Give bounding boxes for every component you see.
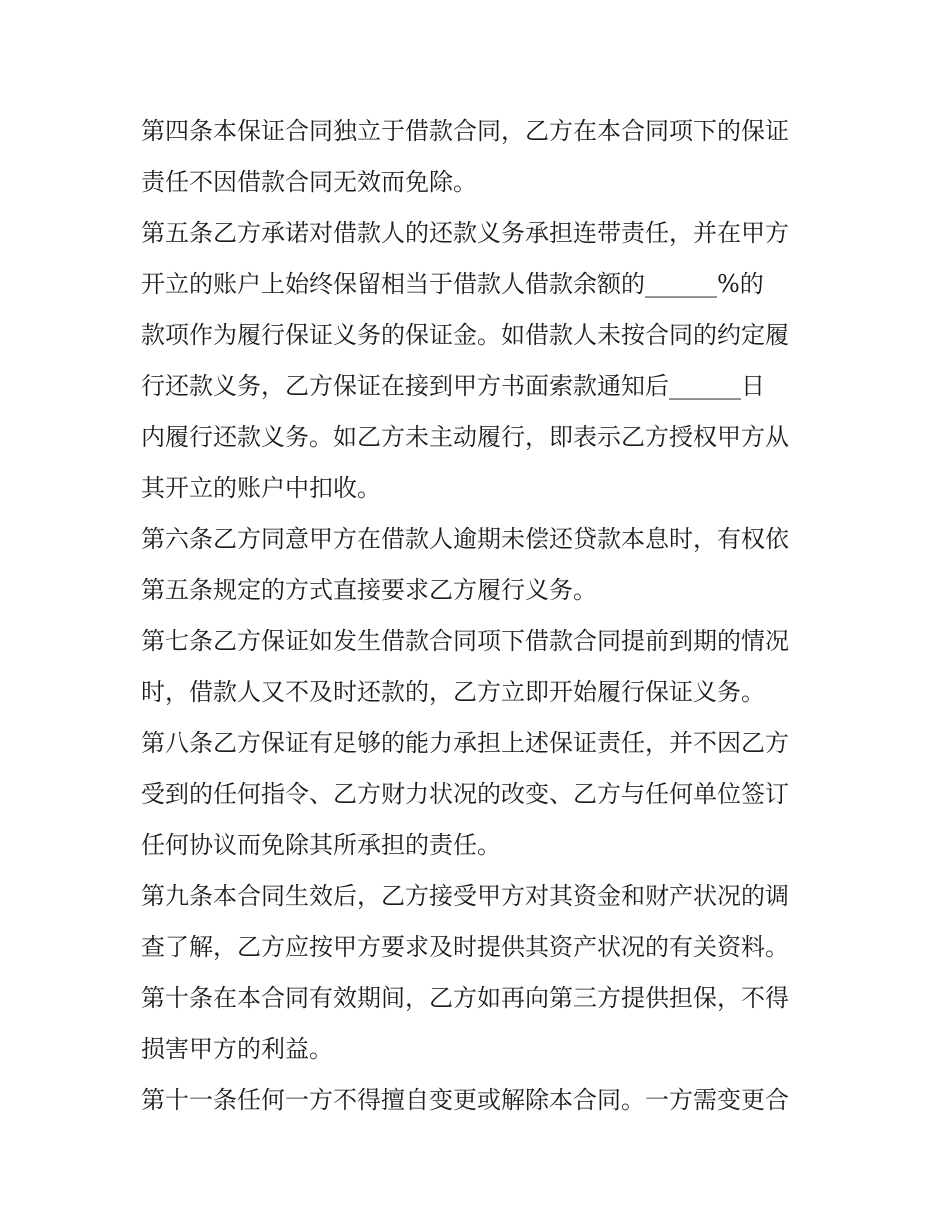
text-line: 时，借款人又不及时还款的，乙方立即开始履行保证义务。 — [141, 678, 765, 706]
text-line: 损害甲方的利益。 — [141, 1035, 333, 1063]
article-9-paragraph — [141, 871, 821, 973]
text-line: 开立的账户上始终保留相当于借款人借款余额的______%的 — [141, 270, 764, 298]
article-8-paragraph — [141, 718, 821, 871]
text-line: 其开立的账户中扣收。 — [141, 474, 381, 502]
text-line: 第五条乙方承诺对借款人的还款义务承担连带责任，并在甲方 — [141, 219, 789, 247]
text-line: 任何协议而免除其所承担的责任。 — [141, 831, 501, 859]
article-5-paragraph — [141, 208, 821, 514]
article-6-paragraph — [141, 514, 821, 616]
article-10-paragraph — [141, 973, 821, 1075]
text-line: 受到的任何指令、乙方财力状况的改变、乙方与任何单位签订 — [141, 780, 789, 808]
text-line: 责任不因借款合同无效而免除。 — [141, 168, 477, 196]
article-11-paragraph — [141, 1075, 821, 1126]
text-line: 第七条乙方保证如发生借款合同项下借款合同提前到期的情况 — [141, 627, 789, 655]
article-4-paragraph — [141, 106, 821, 208]
text-line: 第四条本保证合同独立于借款合同，乙方在本合同项下的保证 — [141, 117, 789, 145]
document-body — [141, 106, 821, 1126]
text-line: 款项作为履行保证义务的保证金。如借款人未按合同的约定履 — [141, 321, 789, 349]
text-line: 第八条乙方保证有足够的能力承担上述保证责任，并不因乙方 — [141, 729, 789, 757]
text-line: 第九条本合同生效后，乙方接受甲方对其资金和财产状况的调 — [141, 882, 789, 910]
text-line: 内履行还款义务。如乙方未主动履行，即表示乙方授权甲方从 — [141, 423, 789, 451]
article-7-paragraph — [141, 616, 821, 718]
text-line: 查了解，乙方应按甲方要求及时提供其资产状况的有关资料。 — [141, 933, 789, 961]
text-line: 第十条在本合同有效期间，乙方如再向第三方提供担保，不得 — [141, 984, 789, 1012]
text-line: 第六条乙方同意甲方在借款人逾期未偿还贷款本息时，有权依 — [141, 525, 789, 553]
text-line: 第五条规定的方式直接要求乙方履行义务。 — [141, 576, 597, 604]
text-line: 行还款义务，乙方保证在接到甲方书面索款通知后______日 — [141, 372, 765, 400]
text-line: 第十一条任何一方不得擅自变更或解除本合同。一方需变更合 — [141, 1086, 789, 1114]
